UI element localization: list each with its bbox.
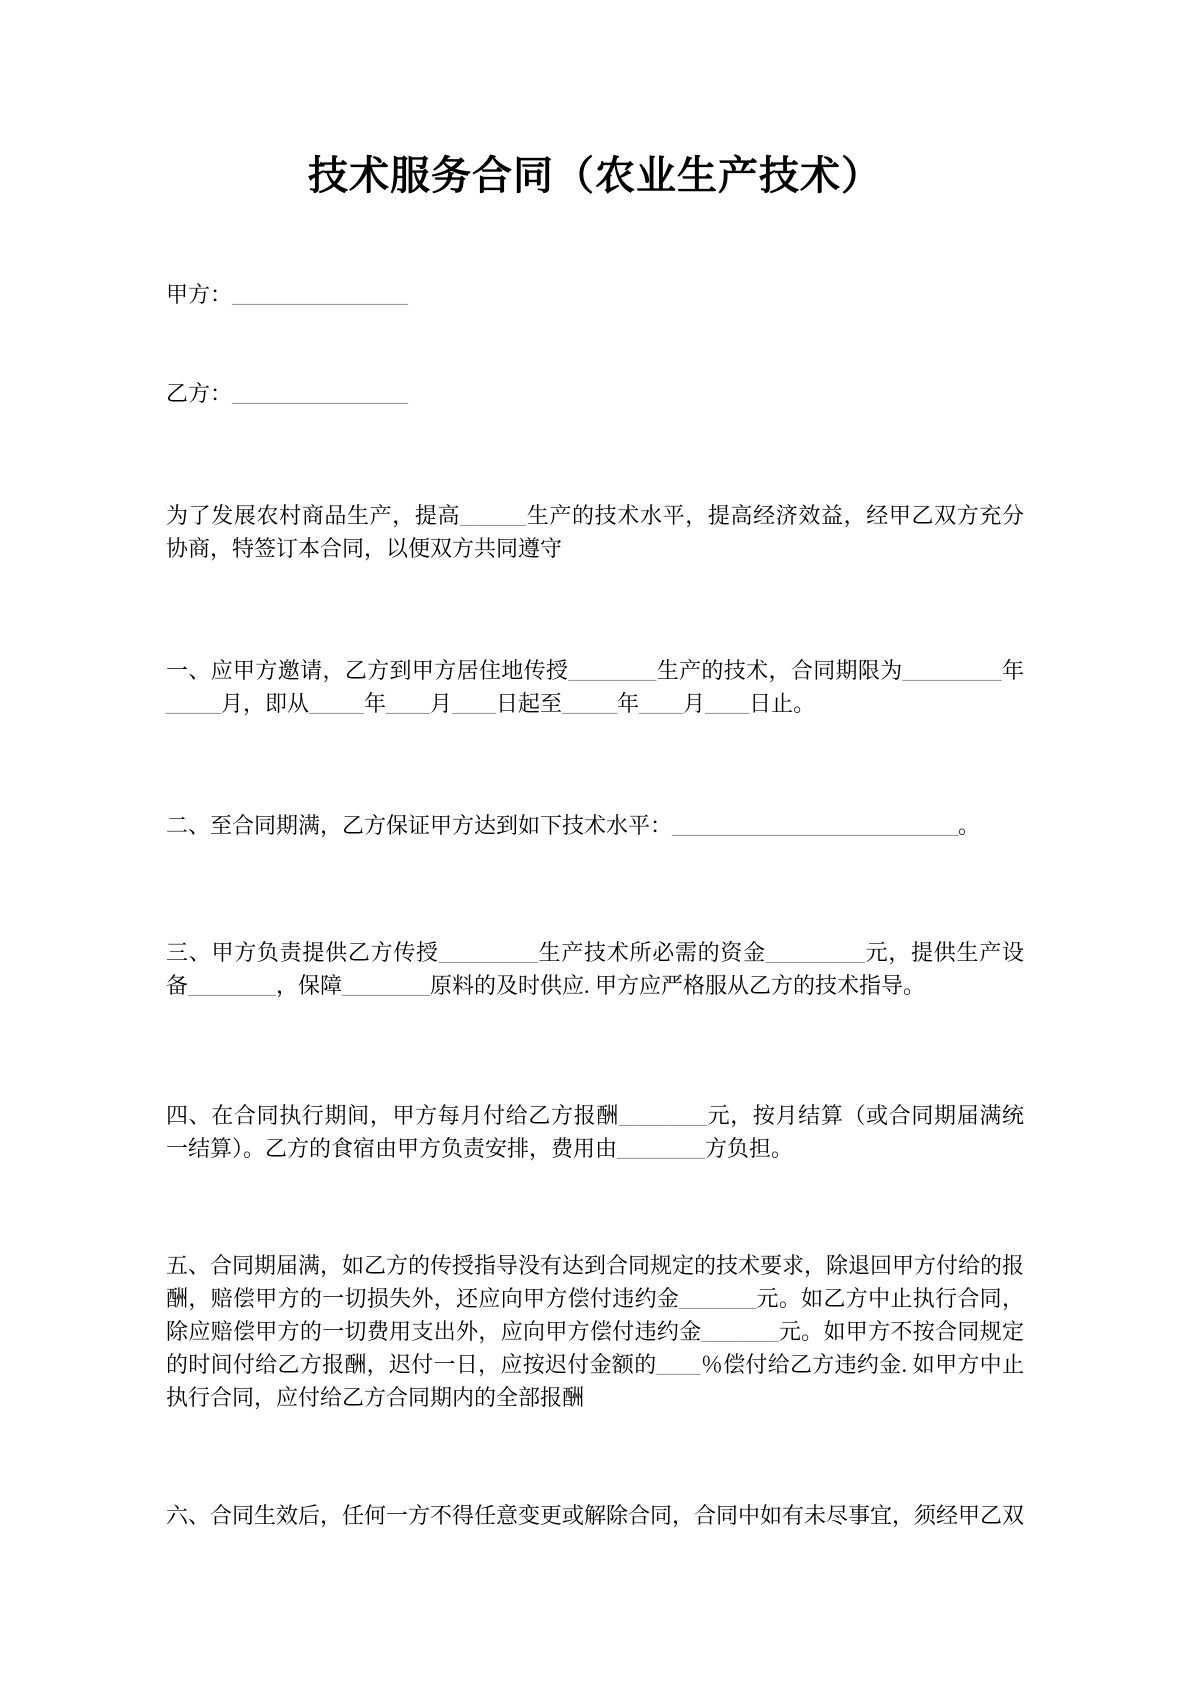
contract-text: 一、应甲方邀请，乙方到甲方居住地传授 xyxy=(166,658,569,683)
contract-text: 生产的技术水平，提高经济效益，经甲乙双方充分协商，特签订本合同，以便双方共同遵守 xyxy=(166,503,1024,561)
contract-text: 四、在合同执行期间，甲方每月付给乙方报酬 xyxy=(166,1103,619,1128)
fill-in-blank: ____ xyxy=(386,691,431,716)
contract-text: 方负担。 xyxy=(705,1136,794,1161)
contract-text: 元。如甲方不按合同规定的时间付给乙方报酬，迟付一日，应按迟付金额的 xyxy=(166,1319,1024,1377)
contract-text: 日起至 xyxy=(496,691,563,716)
contract-text: 原料的及时供应. 甲方应严格服从乙方的技术指导。 xyxy=(430,973,926,998)
contract-text: ％偿付给乙方违约金. 如甲方中止执行合同，应付给乙方合同期内的全部报酬 xyxy=(166,1352,1024,1410)
contract-text: 年 xyxy=(617,691,640,716)
contract-text: 二、至合同期满，乙方保证甲方达到如下技术水平： xyxy=(166,813,673,838)
fill-in-blank: ______ xyxy=(460,503,527,528)
contract-text: 。 xyxy=(958,813,981,838)
party-b xyxy=(166,377,1024,410)
fill-in-blank: ________ xyxy=(188,973,277,998)
preamble xyxy=(166,499,1024,565)
contract-text: 六、合同生效后，任何一方不得任意变更或解除合同，合同中如有未尽事宜，须经甲乙双 xyxy=(166,1503,1025,1528)
clause-1 xyxy=(166,654,1024,720)
fill-in-blank: _________ xyxy=(902,658,1002,683)
fill-in-blank: _________ xyxy=(765,940,865,965)
contract-text: 三、甲方负责提供乙方传授 xyxy=(166,940,439,965)
contract-text: 月，即从 xyxy=(221,691,310,716)
clause-6 xyxy=(166,1499,1024,1532)
fill-in-blank: __________________________ xyxy=(672,813,959,838)
contract-text: 月 xyxy=(430,691,453,716)
contract-text: 乙方： xyxy=(166,381,233,406)
clause-4 xyxy=(166,1099,1024,1165)
fill-in-blank: ________ xyxy=(617,1136,706,1161)
fill-in-blank: ____ xyxy=(705,691,750,716)
fill-in-blank: ____ xyxy=(639,691,684,716)
fill-in-blank: ____ xyxy=(452,691,497,716)
clause-2 xyxy=(166,809,1024,842)
fill-in-blank: ________ xyxy=(342,973,431,998)
contract-text: 五、合同期届满，如乙方的传授指导没有达到合同规定的技术要求，除退回甲方付给的报酬，赔偿甲方的一切损失外，还应向甲方偿付违约金 xyxy=(166,1253,1025,1311)
fill-in-blank: ________________ xyxy=(232,282,409,307)
contract-text: 年 xyxy=(1001,658,1024,683)
fill-in-blank: ________ xyxy=(618,1103,707,1128)
fill-in-blank: _______ xyxy=(679,1286,757,1311)
fill-in-blank: ________ xyxy=(568,658,657,683)
contract-text: 甲方： xyxy=(166,282,233,307)
contract-text: 月 xyxy=(683,691,706,716)
document-title: 技术服务合同（农业生产技术） xyxy=(308,153,882,198)
fill-in-blank: _______ xyxy=(701,1319,779,1344)
contract-body xyxy=(166,278,1024,1532)
fill-in-blank: _____ xyxy=(562,691,618,716)
party-a xyxy=(166,278,1024,311)
fill-in-blank: ____ xyxy=(656,1352,701,1377)
contract-text: 元。如乙方中止执行合同，除应赔偿甲方的一切费用支出外，应向甲方偿付违约金 xyxy=(166,1286,1024,1344)
contract-text: 年 xyxy=(364,691,387,716)
fill-in-blank: ________________ xyxy=(232,381,409,406)
contract-text: ，保障 xyxy=(276,973,343,998)
fill-in-blank: _____ xyxy=(309,691,365,716)
contract-text: 元，按月结算（或合同期届满统一结算）。乙方的食宿由甲方负责安排，费用由 xyxy=(166,1103,1024,1161)
contract-text: 元，提供生产设备 xyxy=(166,940,1024,998)
fill-in-blank: _____ xyxy=(166,691,221,716)
clause-3 xyxy=(166,936,1024,1002)
contract-text: 日止。 xyxy=(749,691,816,716)
clause-5 xyxy=(166,1249,1024,1414)
contract-text: 生产的技术，合同期限为 xyxy=(656,658,903,683)
fill-in-blank: _________ xyxy=(438,940,538,965)
contract-text: 生产技术所必需的资金 xyxy=(537,940,766,965)
contract-text: 为了发展农村商品生产，提高 xyxy=(166,503,461,528)
